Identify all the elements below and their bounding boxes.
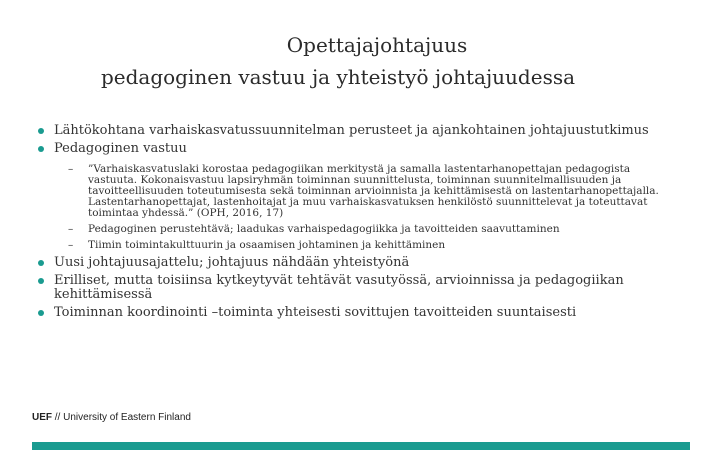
footer-logo [32, 412, 191, 423]
university-name: University of Eastern Finland [63, 412, 191, 423]
bullet-text: Pedagoginen vastuu [54, 141, 187, 156]
sub-bullet-item [64, 164, 678, 219]
bullet-dot-icon [38, 260, 44, 266]
footer-separator: // [52, 412, 64, 423]
uef-logo-text: UEF [32, 412, 52, 423]
bullet-text: Lähtökohtana varhaiskasvatussuunnitelman perusteet ja ajankohtainen johtajuustutkimus [54, 123, 649, 138]
sub-bullet-item [64, 240, 678, 251]
bullet-dot-icon [38, 146, 44, 152]
dash-icon: – [68, 239, 74, 251]
sub-bullet-item [64, 224, 678, 235]
bullet-item [38, 256, 678, 270]
bullet-item [38, 274, 678, 302]
slide-title-line2: pedagoginen vastuu ja yhteistyö johtajuudessa [100, 65, 576, 89]
bullet-dot-icon [38, 278, 44, 284]
slide-title-line1: Opettajajohtajuus [286, 33, 468, 57]
dash-icon: – [68, 223, 74, 235]
bullet-item [38, 124, 678, 138]
bullet-text: Erilliset, mutta toisiinsa kytkeytyvät tehtävät vasutyössä, arvioinnissa ja pedagogiikan kehittämisessä [54, 273, 624, 302]
bullet-item [38, 142, 678, 156]
sub-bullet-text: Pedagoginen perustehtävä; laadukas varhaispedagogiikka ja tavoitteiden saavuttaminen [88, 223, 560, 235]
bullet-dot-icon [38, 128, 44, 134]
sub-bullet-list [64, 164, 678, 251]
bullet-text: Toiminnan koordinointi –toiminta yhteisesti sovittujen tavoitteiden suuntaisesti [54, 305, 577, 320]
bullet-item [38, 306, 678, 320]
sub-bullet-text: ”Varhaiskasvatuslaki korostaa pedagogiikan merkitystä ja samalla lastentarhanopettajan pedagogista vastuuta. Kokonaisvastuu lapsiryhmän toiminnan suunnittelusta, toiminnan suunnitelmallisuuden ja tavoitteellisuuden toteutumisesta sekä toiminnan arvioinnista ja kehittämisestä on lastentarhanopettajalla. Lastentarhanopettajat, lastenhoitajat ja muu varhaiskasvatuksen henkilöstö suunnittelevat ja toteuttavat toimintaa yhdessä.” (OPH, 2016, 17) [88, 163, 659, 219]
dash-icon: – [68, 163, 74, 175]
bullet-dot-icon [38, 310, 44, 316]
slide-content [38, 124, 678, 324]
bottom-accent-bar [32, 442, 690, 450]
sub-bullet-text: Tiimin toimintakulttuurin ja osaamisen johtaminen ja kehittäminen [88, 239, 446, 251]
bullet-text: Uusi johtajuusajattelu; johtajuus nähdään yhteistyönä [54, 255, 410, 270]
